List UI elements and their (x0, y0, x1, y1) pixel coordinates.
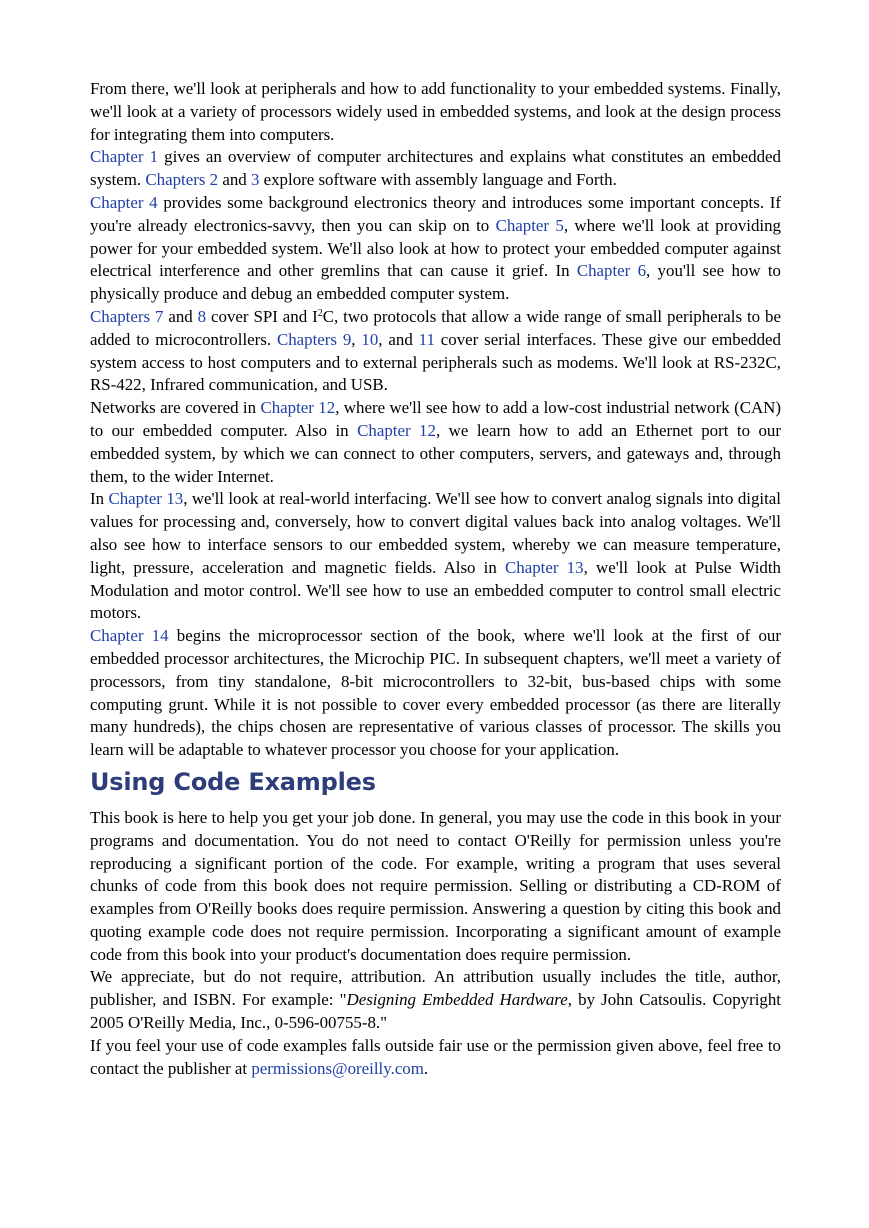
chapter-3-link[interactable]: 3 (250, 170, 260, 190)
chapter-8-link[interactable]: 8 (197, 306, 207, 326)
paragraph-peripherals: From there, we'll look at peripherals and how to add functionality to your embedded systems. Finally, we'll look at a variety of processors widely used in embedded systems, and look at the design process for integrating them into computers. (90, 79, 781, 144)
paragraph-chapter-13 (90, 488, 781, 625)
text: and (218, 170, 251, 190)
text: We appreciate, but do not require, attribution. An attribution usually includes the title, author, publisher, and ISBN. For example: " (90, 967, 781, 1010)
chapter-6-link[interactable]: Chapter 6 (576, 261, 647, 281)
text: , and (378, 329, 419, 349)
chapters-9-link[interactable]: Chapters 9 (276, 329, 352, 349)
paragraph-chapter-4 (90, 192, 781, 306)
text: , we'll look at Pulse Width Modulation and motor control. We'll see how to use an embedded computer to control small electric motors. (90, 557, 781, 623)
superscript: 2 (317, 307, 323, 319)
chapter-1-link[interactable]: Chapter 1 (90, 147, 159, 167)
chapters-7-link[interactable]: Chapters 7 (90, 306, 164, 326)
book-title: Designing Embedded Hardware (346, 990, 568, 1010)
text: Networks are covered in (90, 398, 261, 418)
text: gives an overview of computer architectures and explains what constitutes an embedded system. (90, 147, 781, 190)
paragraph-attribution (90, 966, 781, 1034)
chapter-13-link-2[interactable]: Chapter 13 (505, 557, 584, 577)
document-page (90, 78, 781, 1080)
chapter-14-link[interactable]: Chapter 14 (90, 626, 169, 646)
text: and (163, 306, 198, 326)
text: cover serial interfaces. These give our embedded system access to host computers and to external peripherals such as modems. We'll look at RS-232C, RS-422, Infrared communication, and USB. (90, 329, 781, 395)
chapter-10-link[interactable]: 10 (361, 329, 379, 349)
paragraph-permissions (90, 1035, 781, 1081)
chapter-13-link[interactable]: Chapter 13 (108, 489, 184, 509)
text: provides some background electronics theory and introduces some important concepts. If you're already electronics-savvy, then you can skip on to (90, 192, 782, 235)
text: cover SPI and I (206, 306, 318, 326)
text: In (90, 489, 109, 509)
paragraph-chapters-7-8 (90, 306, 781, 397)
text: C, two protocols that allow a wide range of small peripherals to be added to microcontrollers. (90, 306, 781, 349)
chapter-11-link[interactable]: 11 (418, 329, 435, 349)
chapter-12-link[interactable]: Chapter 12 (260, 398, 336, 418)
paragraph-code-usage: This book is here to help you get your job done. In general, you may use the code in this book in your programs and documentation. You do not need to contact O'Reilly for permission unless you're reproducing a significant portion of the code. For example, writing a program that uses several chunks of code from this book does not require permission. Selling or distributing a CD-ROM of examples from O'Reilly books does require permission. Answering a question by citing this book and quoting example code does not require permission. Incorporating a significant amount of example code from this book into your product's documentation does require permission. (90, 807, 781, 964)
text: , where we'll see how to add a low-cost industrial network (CAN) to our embedded computer. Also in (90, 398, 781, 440)
text: begins the microprocessor section of the book, where we'll look at the first of our embedded processor architectures, the Microchip PIC. In subsequent chapters, we'll meet a variety of processors, from tiny standalone, 8-bit microcontrollers to 32-bit, bus-based chips with some computing grunt. While it is not possible to cover every embedded processor (as there are literally many hundreds), the chips chosen are representative of various classes of processor. The skills you learn will be adaptable to whatever processor you choose for your application. (90, 626, 781, 760)
paragraph-chapter-14 (90, 625, 781, 762)
chapter-5-link[interactable]: Chapter 5 (495, 215, 564, 235)
text: , you'll see how to physically produce and debug an embedded computer system. (90, 261, 781, 304)
text: , where we'll look at providing power for your embedded system. We'll also look at how to protect your embedded computer against electrical interference and other gremlins that can cause it grief. In (90, 215, 781, 281)
text: explore software with assembly language and Forth. (259, 170, 617, 190)
paragraph-networks (90, 397, 781, 488)
chapters-2-link[interactable]: Chapters 2 (145, 170, 219, 190)
section-heading: Using Code Examples (90, 767, 376, 796)
text: . (423, 1058, 429, 1078)
text: , (351, 329, 362, 349)
text: , by John Catsoulis. Copyright 2005 O'Reilly Media, Inc., 0-596-00755-8." (90, 990, 781, 1033)
paragraph-chapter-1 (90, 146, 781, 192)
chapter-4-link[interactable]: Chapter 4 (90, 192, 158, 212)
text: If you feel your use of code examples falls outside fair use or the permission given above, feel free to contact the publisher at (90, 1035, 781, 1078)
text: , we'll look at real-world interfacing. We'll see how to convert analog signals into digital values for processing and, conversely, how to convert digital values back into analog voltages. We'll also see how to interface sensors to our embedded system, whereby we can measure temperature, light, pressure, acceleration and magnetic fields. Also in (90, 489, 781, 577)
chapter-12-link-2[interactable]: Chapter 12 (357, 420, 436, 440)
text: , we learn how to add an Ethernet port to our embedded system, by which we can connect to other computers, servers, and gateways and, through them, to the wider Internet. (90, 420, 782, 486)
permissions-email-link[interactable]: permissions@oreilly.com (251, 1058, 424, 1078)
